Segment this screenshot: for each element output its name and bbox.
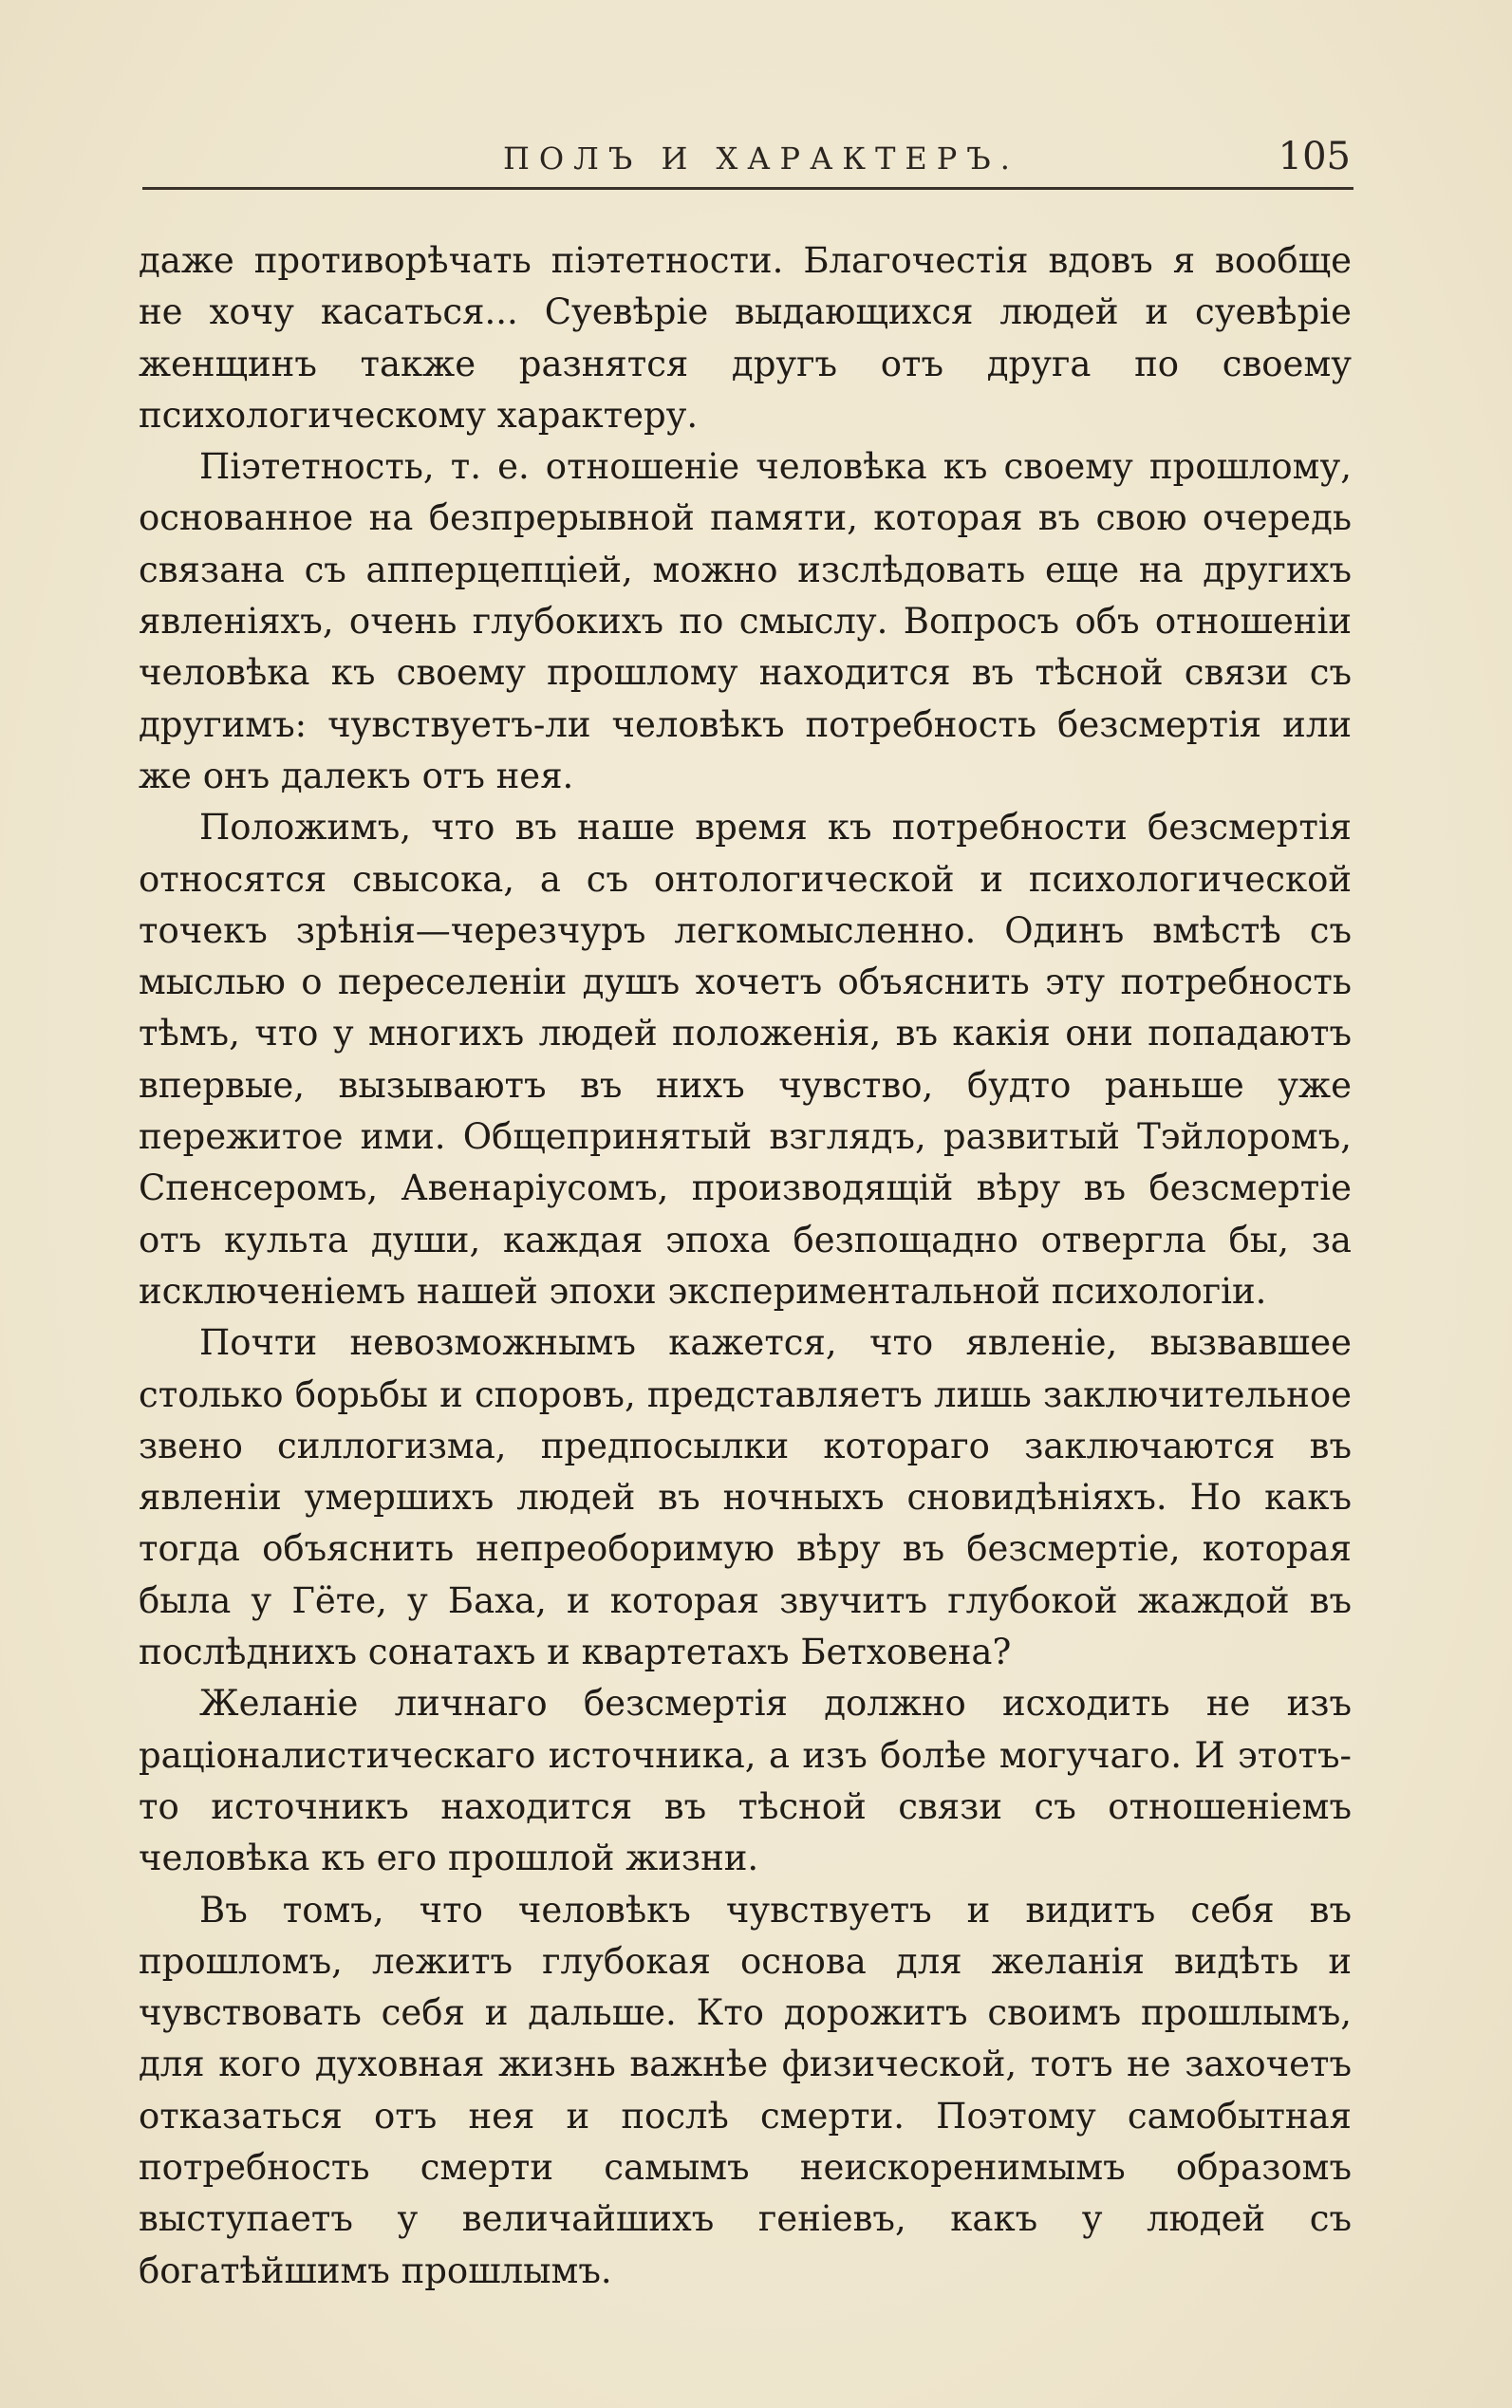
paragraph: Желанiе личнаго безсмертiя должно исходить не изъ рацiоналистическаго источника, а изъ болѣе могучаго. И этотъ-то источникъ находится въ тѣсной связи съ отношенiемъ человѣка къ его прошлой жизни. (139, 1683, 1352, 1879)
page-number: 105 (1278, 135, 1351, 178)
body-text (139, 235, 1352, 2297)
paragraph: Въ томъ, что человѣкъ чувствуетъ и видитъ себя въ прошломъ, лежитъ глубокая основа для желанiя видѣть и чувствовать себя и дальше. Кто дорожитъ своимъ прошлымъ, для кого духовная жизнь важнѣе физической, тотъ не захочетъ отказаться отъ нея и послѣ смерти. Поэтому самобытная потребность смерти самымъ неискоренимымъ образомъ выступаетъ у величайшихъ генiевъ, какъ у людей съ богатѣйшимъ прошлымъ. (139, 1889, 1352, 2291)
paragraph: Почти невозможнымъ кажется, что явленiе, вызвавшее столько борьбы и споровъ, представляетъ лишь заключительное звено силлогизма, предпосылки котораго заключаются въ явленiи умершихъ людей въ ночныхъ сновидѣнiяхъ. Но какъ тогда объяснить непреоборимую вѣру въ безсмертiе, которая была у Гёте, у Баха, и которая звучитъ глубокой жаждой въ послѣднихъ сонатахъ и квартетахъ Бетховена? (139, 1322, 1352, 1673)
running-head: ПОЛЪ И ХАРАКТЕРЪ. (503, 140, 1019, 177)
paragraph: Положимъ, что въ наше время къ потребности безсмертiя относятся свысока, а съ онтологической и психологической точекъ зрѣнiя—черезчуръ легкомысленно. Одинъ вмѣстѣ съ мыслью о переселенiи душъ хочетъ объяснить эту потребность тѣмъ, что у многихъ людей положенiя, въ какiя они попадаютъ впервые, вызываютъ въ нихъ чувство, будто раньше уже пережитое ими. Общепринятый взглядъ, развитый Тэйлоромъ, Спенсеромъ, Авенарiусомъ, производящiй вѣру въ безсмертiе отъ культа души, каждая эпоха безпощадно отвергла бы, за исключенiемъ нашей эпохи экспериментальной психологiи. (139, 807, 1352, 1312)
paragraph: Пiэтетность, т. е. отношенiе человѣка къ своему прошлому, основанное на безпрерывной памяти, которая въ свою очередь связана съ апперцепцiей, можно изслѣдовать еще на другихъ явленiяхъ, очень глубокихъ по смыслу. Вопросъ объ отношенiи человѣка къ своему прошлому находится въ тѣсной связи съ другимъ: чувствуетъ-ли человѣкъ потребность безсмертiя или же онъ далекъ отъ нея. (139, 446, 1352, 796)
paragraph-continued: даже противорѣчать пiэтетности. Благочестiя вдовъ я вообще не хочу касаться... Суевѣрiе выдающихся людей и суевѣрiе женщинъ также разнятся другъ отъ друга по своему психологическому характеру. (139, 240, 1352, 436)
page-header (142, 133, 1353, 180)
header-rule (142, 187, 1353, 190)
